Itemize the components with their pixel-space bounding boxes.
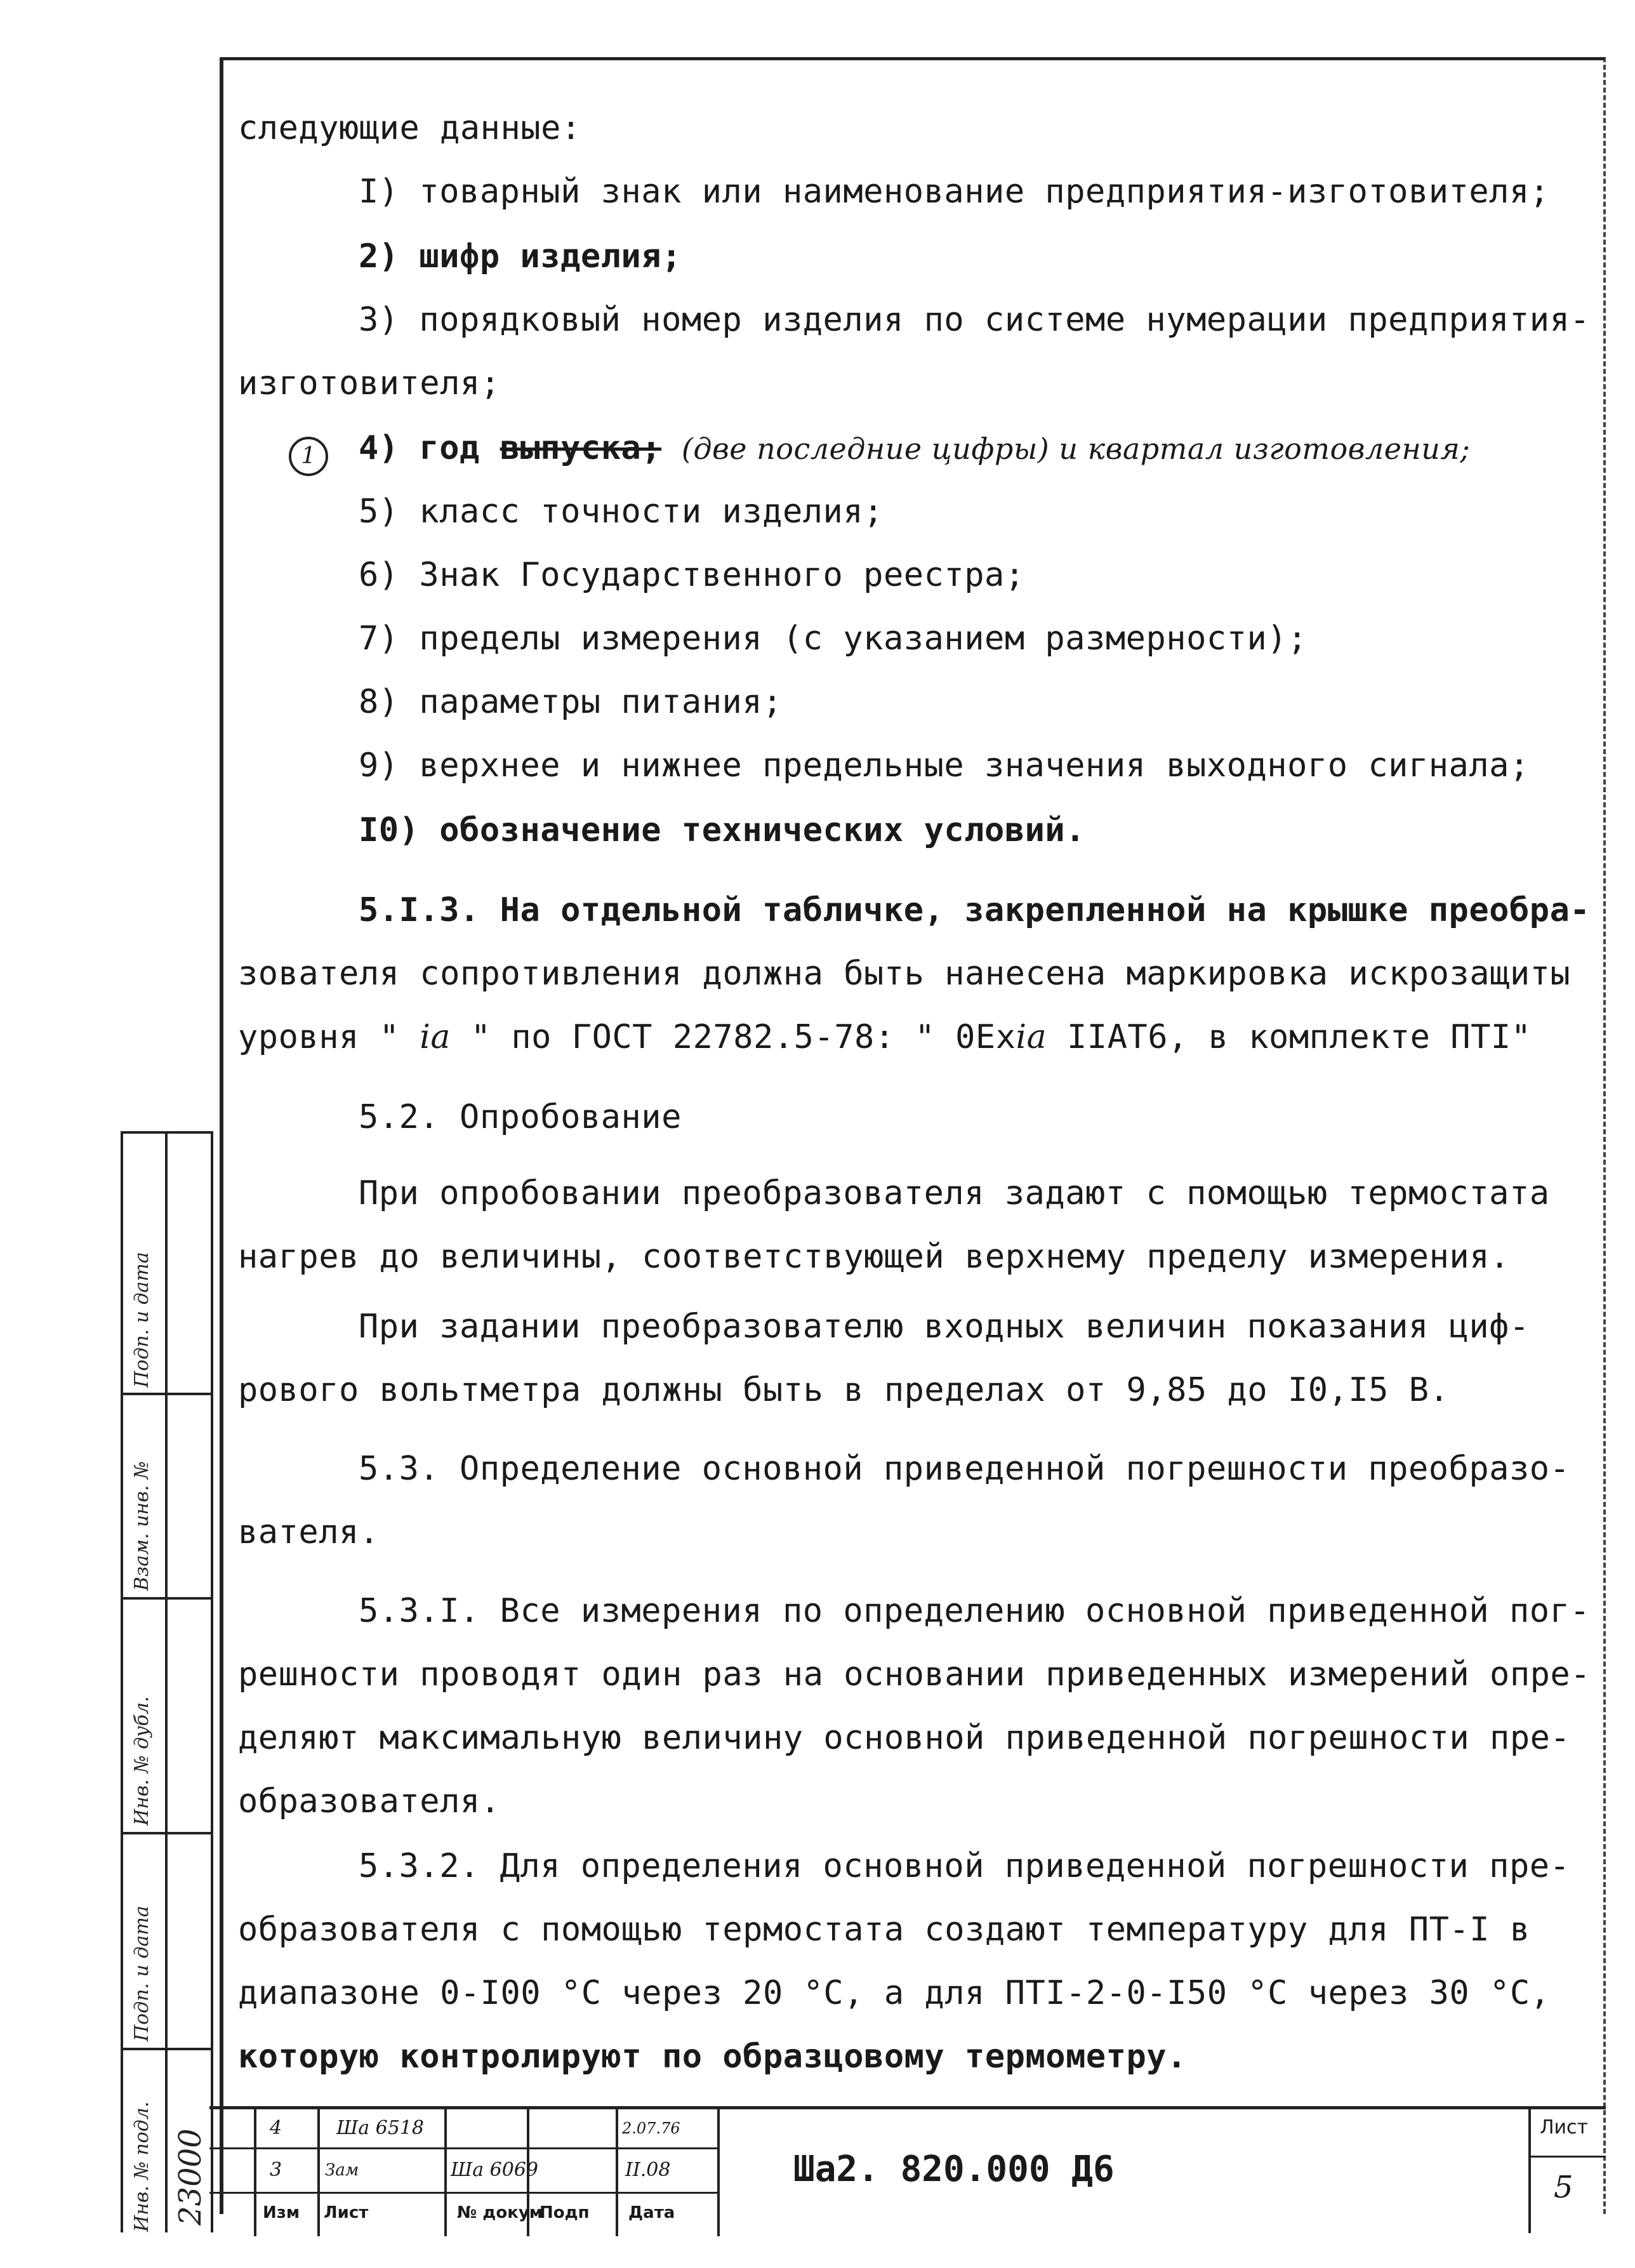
inventory-number: 23000 (173, 2128, 208, 2225)
body-line: деляют максимальную величину основной приведенной погрешности пре- (238, 1719, 1571, 1757)
body-line: вателя. (238, 1513, 380, 1551)
body-line: рового вольтметра должны быть в пределах от 9,85 до I0,I5 В. (238, 1371, 1450, 1409)
title-col-line (254, 2109, 256, 2236)
marking-hand2: ia (1016, 1018, 1047, 1056)
section-heading: 5.2. Опробование (359, 1098, 682, 1136)
rev-doc: Ша 6518 (336, 2117, 425, 2139)
body-line: При задании преобразователю входных величин показания циф- (359, 1308, 1530, 1346)
stamp-divider (123, 1597, 211, 1600)
sheet-label: Лист (1540, 2116, 1589, 2139)
body-line: 5.3.I. Все измерения по определению основной приведенной пог- (359, 1592, 1591, 1630)
rev-date: II.08 (625, 2159, 671, 2181)
body-line: 5) класс точности изделия; (359, 493, 884, 531)
rev-izm: 3 (270, 2159, 282, 2181)
document-code: Ша2. 820.000 Д6 (793, 2149, 1115, 2190)
stamp-label: Подп. и дата (131, 1252, 153, 1388)
body-line: следующие данные: (238, 109, 581, 147)
rev-list: Зам (325, 2161, 359, 2180)
header-sign: Подп (539, 2203, 590, 2222)
body-line: решности проводят один раз на основании приведенных измерений опре- (238, 1655, 1591, 1694)
sheet-separator (1531, 2156, 1606, 2158)
section-heading: 5.3. Определение основной приведенной погрешности преобразо- (359, 1450, 1570, 1488)
title-col-line (444, 2109, 447, 2236)
rev-date: 2.07.76 (622, 2119, 680, 2137)
stamp-divider (123, 2048, 211, 2050)
header-doc: № докум (457, 2203, 543, 2222)
body-line: 7) пределы измерения (с указанием размерности); (359, 620, 1307, 658)
body-line: 8) параметры питания; (359, 683, 783, 721)
stamp-label: Инв. № дубл. (131, 1696, 153, 1826)
rev-doc: Ша 6069 (451, 2159, 539, 2181)
marking-tail-before: по ГОСТ 22782.5-78: " 0Ex (511, 1018, 1016, 1056)
body-line: При опробовании преобразователя задают с помощью термостата (359, 1174, 1550, 1212)
body-line: нагрев до величины, соответствующей верхнему пределу измерения. (238, 1238, 1510, 1276)
sheet-number: 5 (1554, 2170, 1573, 2205)
marking-tail-after: IIAT6, в комплекте ПТI" (1066, 1018, 1532, 1056)
body-line: 2) шифр изделия; (359, 237, 682, 275)
stamp-label: Инв. № подл. (131, 2101, 153, 2232)
body-line: I0) обозначение технических условий. (359, 811, 1086, 849)
body-line: 6) Знак Государственного реестра; (359, 556, 1025, 594)
title-col-line (317, 2109, 320, 2236)
body-line: 5.3.2. Для определения основной приведенной погрешности пре- (359, 1847, 1570, 1885)
body-line-marking: уровня " ia " по ГОСТ 22782.5-78: " 0Exia IIAT6, в комплекте ПТI" (238, 1018, 1532, 1056)
rev-izm: 4 (270, 2117, 282, 2139)
title-row-line (209, 2192, 717, 2194)
title-row-line (209, 2147, 717, 2149)
marking-level-hand: ia (420, 1018, 451, 1056)
stamp-divider (123, 1832, 211, 1834)
item4-struck-text: выпуска; (500, 429, 662, 467)
stamp-label: Взам. инв. № (131, 1461, 153, 1591)
item4-handwritten-insert: (две последние цифры) и квартал изготовления; (681, 432, 1471, 466)
body-line: диапазоне 0-I00 °C через 20 °C, а для ПТI-2-0-I50 °C через 30 °C, (238, 1974, 1551, 2012)
body-line: 5.I.3. На отдельной табличке, закрепленной на крышке преобра- (359, 891, 1591, 929)
body-line: I) товарный знак или наименование предприятия-изготовителя; (359, 173, 1550, 211)
title-col-line (717, 2109, 720, 2236)
title-col-line (616, 2109, 618, 2236)
body-line-item4 (359, 429, 1470, 468)
marking-prefix: уровня (238, 1018, 359, 1056)
body-line: зователя сопротивления должна быть нанесена маркировка искрозащиты (238, 955, 1571, 993)
margin-stamp (121, 1131, 213, 2232)
sheet-box (1528, 2106, 1606, 2233)
stamp-divider (165, 1134, 168, 2232)
stamp-divider (123, 1393, 211, 1395)
body-line: которую контролируют по образцовому термометру. (238, 2038, 1187, 2076)
item4-label: 4) год (359, 429, 480, 467)
body-line: 9) верхнее и нижнее предельные значения выходного сигнала; (359, 746, 1530, 785)
body-line: образователя. (238, 1782, 501, 1820)
body-line: изготовителя; (238, 364, 501, 402)
body-line: 3) порядковый номер изделия по системе нумерации предприятия- (359, 301, 1591, 339)
header-date: Дата (628, 2203, 675, 2222)
body-line: образователя с помощью термостата создают температуру для ПТ-I в (238, 1911, 1530, 1949)
header-list: Лист (324, 2203, 369, 2222)
header-izm: Изм (263, 2203, 300, 2222)
correction-mark: 1 (289, 437, 328, 476)
stamp-label: Подп. и дата (131, 1906, 153, 2041)
